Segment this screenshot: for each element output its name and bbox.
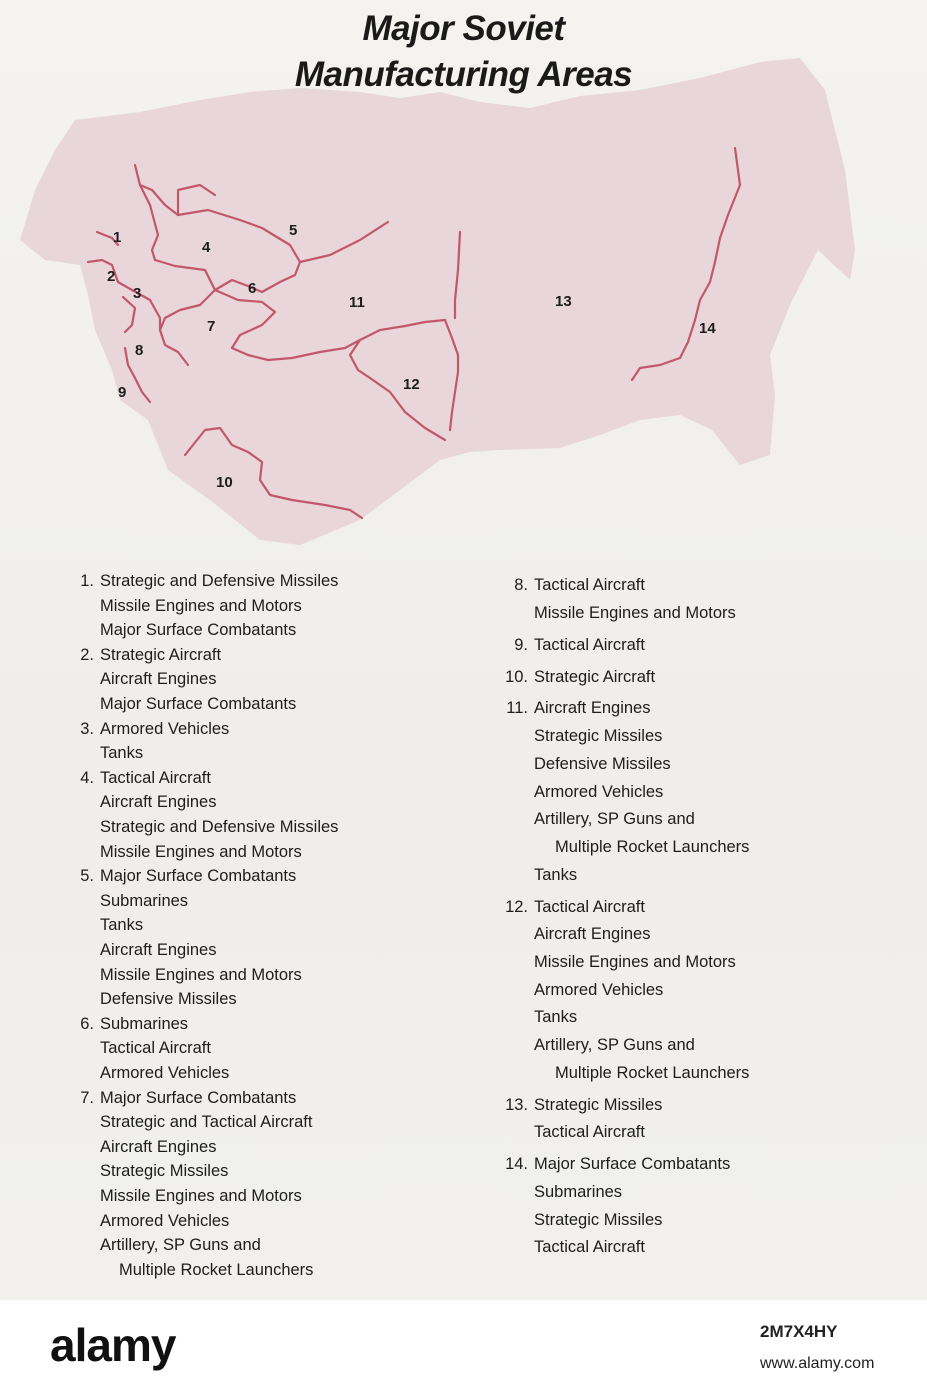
legend-item: Tactical Aircraft [534, 1123, 645, 1142]
legend-item: Aircraft Engines [100, 1137, 217, 1156]
legend-item: Strategic Aircraft [100, 645, 222, 664]
legend-number: 13. [505, 1095, 528, 1114]
region-label-11: 11 [349, 294, 365, 311]
region-label-14: 14 [699, 320, 716, 337]
legend-item: Strategic Missiles [534, 1210, 663, 1229]
region-label-2: 2 [107, 268, 116, 285]
legend-item: Defensive Missiles [534, 754, 671, 773]
legend-number: 9. [514, 635, 528, 654]
legend-item: Multiple Rocket Launchers [555, 837, 750, 856]
legend-item: Tanks [100, 916, 144, 935]
legend-item: Aircraft Engines [100, 941, 217, 959]
legend-item: Strategic Missiles [534, 727, 663, 746]
region-label-1: 1 [113, 229, 122, 246]
region-label-12: 12 [403, 376, 420, 393]
legend-item: Major Surface Combatants [100, 867, 297, 886]
legend-item: Major Surface Combatants [100, 621, 297, 640]
region-label-9: 9 [118, 384, 127, 401]
legend-number: 4. [80, 768, 94, 787]
legend-item: Tactical Aircraft [534, 897, 645, 916]
legend-item: Aircraft Engines [100, 793, 217, 812]
legend-item: Artillery, SP Guns and [534, 1036, 695, 1054]
footer-logo: alamy [50, 1319, 176, 1371]
legend-item: Aircraft Engines [534, 699, 651, 718]
region-label-8: 8 [135, 342, 144, 359]
region-label-6: 6 [248, 280, 257, 297]
legend-item: Tanks [534, 1008, 578, 1027]
legend-item: Strategic and Tactical Aircraft [100, 1113, 313, 1132]
legend-number: 7. [80, 1088, 94, 1107]
legend-number: 14. [505, 1155, 528, 1174]
legend-item: Aircraft Engines [534, 925, 651, 944]
legend-item: Artillery, SP Guns and [534, 810, 695, 829]
legend-item: Strategic and Defensive Missiles [100, 572, 339, 590]
region-label-3: 3 [133, 285, 142, 302]
legend-item: Missile Engines and Motors [100, 596, 302, 615]
legend-item: Major Surface Combatants [534, 1155, 731, 1174]
legend-item: Tactical Aircraft [100, 768, 211, 787]
legend-item: Strategic Missiles [100, 1162, 229, 1181]
region-label-13: 13 [555, 293, 572, 310]
legend-number: 1. [80, 572, 94, 590]
legend-item: Tactical Aircraft [534, 576, 645, 594]
legend-number: 10. [505, 667, 528, 686]
legend-item: Multiple Rocket Launchers [119, 1260, 314, 1279]
legend-item: Submarines [100, 1014, 189, 1033]
legend-item: Missile Engines and Motors [534, 952, 736, 971]
legend-item: Submarines [100, 891, 189, 910]
legend-item: Aircraft Engines [100, 670, 217, 689]
title-line-2: Manufacturing Areas [294, 55, 633, 94]
legend-item: Missile Engines and Motors [100, 842, 302, 861]
legend-item: Tactical Aircraft [534, 1238, 645, 1257]
legend-number: 2. [80, 645, 94, 664]
legend-item: Armored Vehicles [534, 782, 664, 801]
legend-item: Tanks [100, 744, 144, 763]
legend-item: Missile Engines and Motors [534, 603, 736, 622]
legend-item: Submarines [534, 1182, 623, 1201]
region-label-10: 10 [216, 474, 233, 491]
legend-item: Major Surface Combatants [100, 695, 297, 713]
legend-item: Armored Vehicles [534, 980, 664, 999]
legend-number: 6. [80, 1014, 94, 1033]
legend-number: 8. [514, 576, 528, 594]
legend-item: Tactical Aircraft [534, 635, 645, 654]
legend-item: Strategic Missiles [534, 1095, 663, 1114]
legend-item: Multiple Rocket Launchers [555, 1063, 750, 1082]
title-line-1: Major Soviet [362, 9, 565, 48]
legend-number: 12. [505, 897, 528, 916]
region-label-5: 5 [289, 222, 298, 239]
legend-item: Armored Vehicles [100, 1064, 230, 1082]
legend-item: Tactical Aircraft [100, 1039, 211, 1058]
legend-item: Armored Vehicles [100, 719, 230, 738]
legend-item: Major Surface Combatants [100, 1088, 297, 1107]
legend-item: Tanks [534, 865, 578, 884]
footer-image-id: 2M7X4HY [760, 1322, 838, 1341]
legend-number: 3. [80, 719, 94, 738]
legend-item: Missile Engines and Motors [100, 965, 302, 984]
legend-item: Defensive Missiles [100, 990, 237, 1009]
region-label-4: 4 [202, 239, 211, 256]
legend-item: Armored Vehicles [100, 1211, 230, 1230]
legend-item: Strategic and Defensive Missiles [100, 818, 339, 836]
legend-number: 11. [506, 699, 528, 718]
legend-item: Missile Engines and Motors [100, 1187, 302, 1205]
legend-number: 5. [80, 867, 94, 886]
region-label-7: 7 [207, 318, 216, 335]
legend-item: Strategic Aircraft [534, 667, 656, 686]
footer-url: www.alamy.com [760, 1355, 875, 1372]
legend-item: Artillery, SP Guns and [100, 1236, 261, 1255]
